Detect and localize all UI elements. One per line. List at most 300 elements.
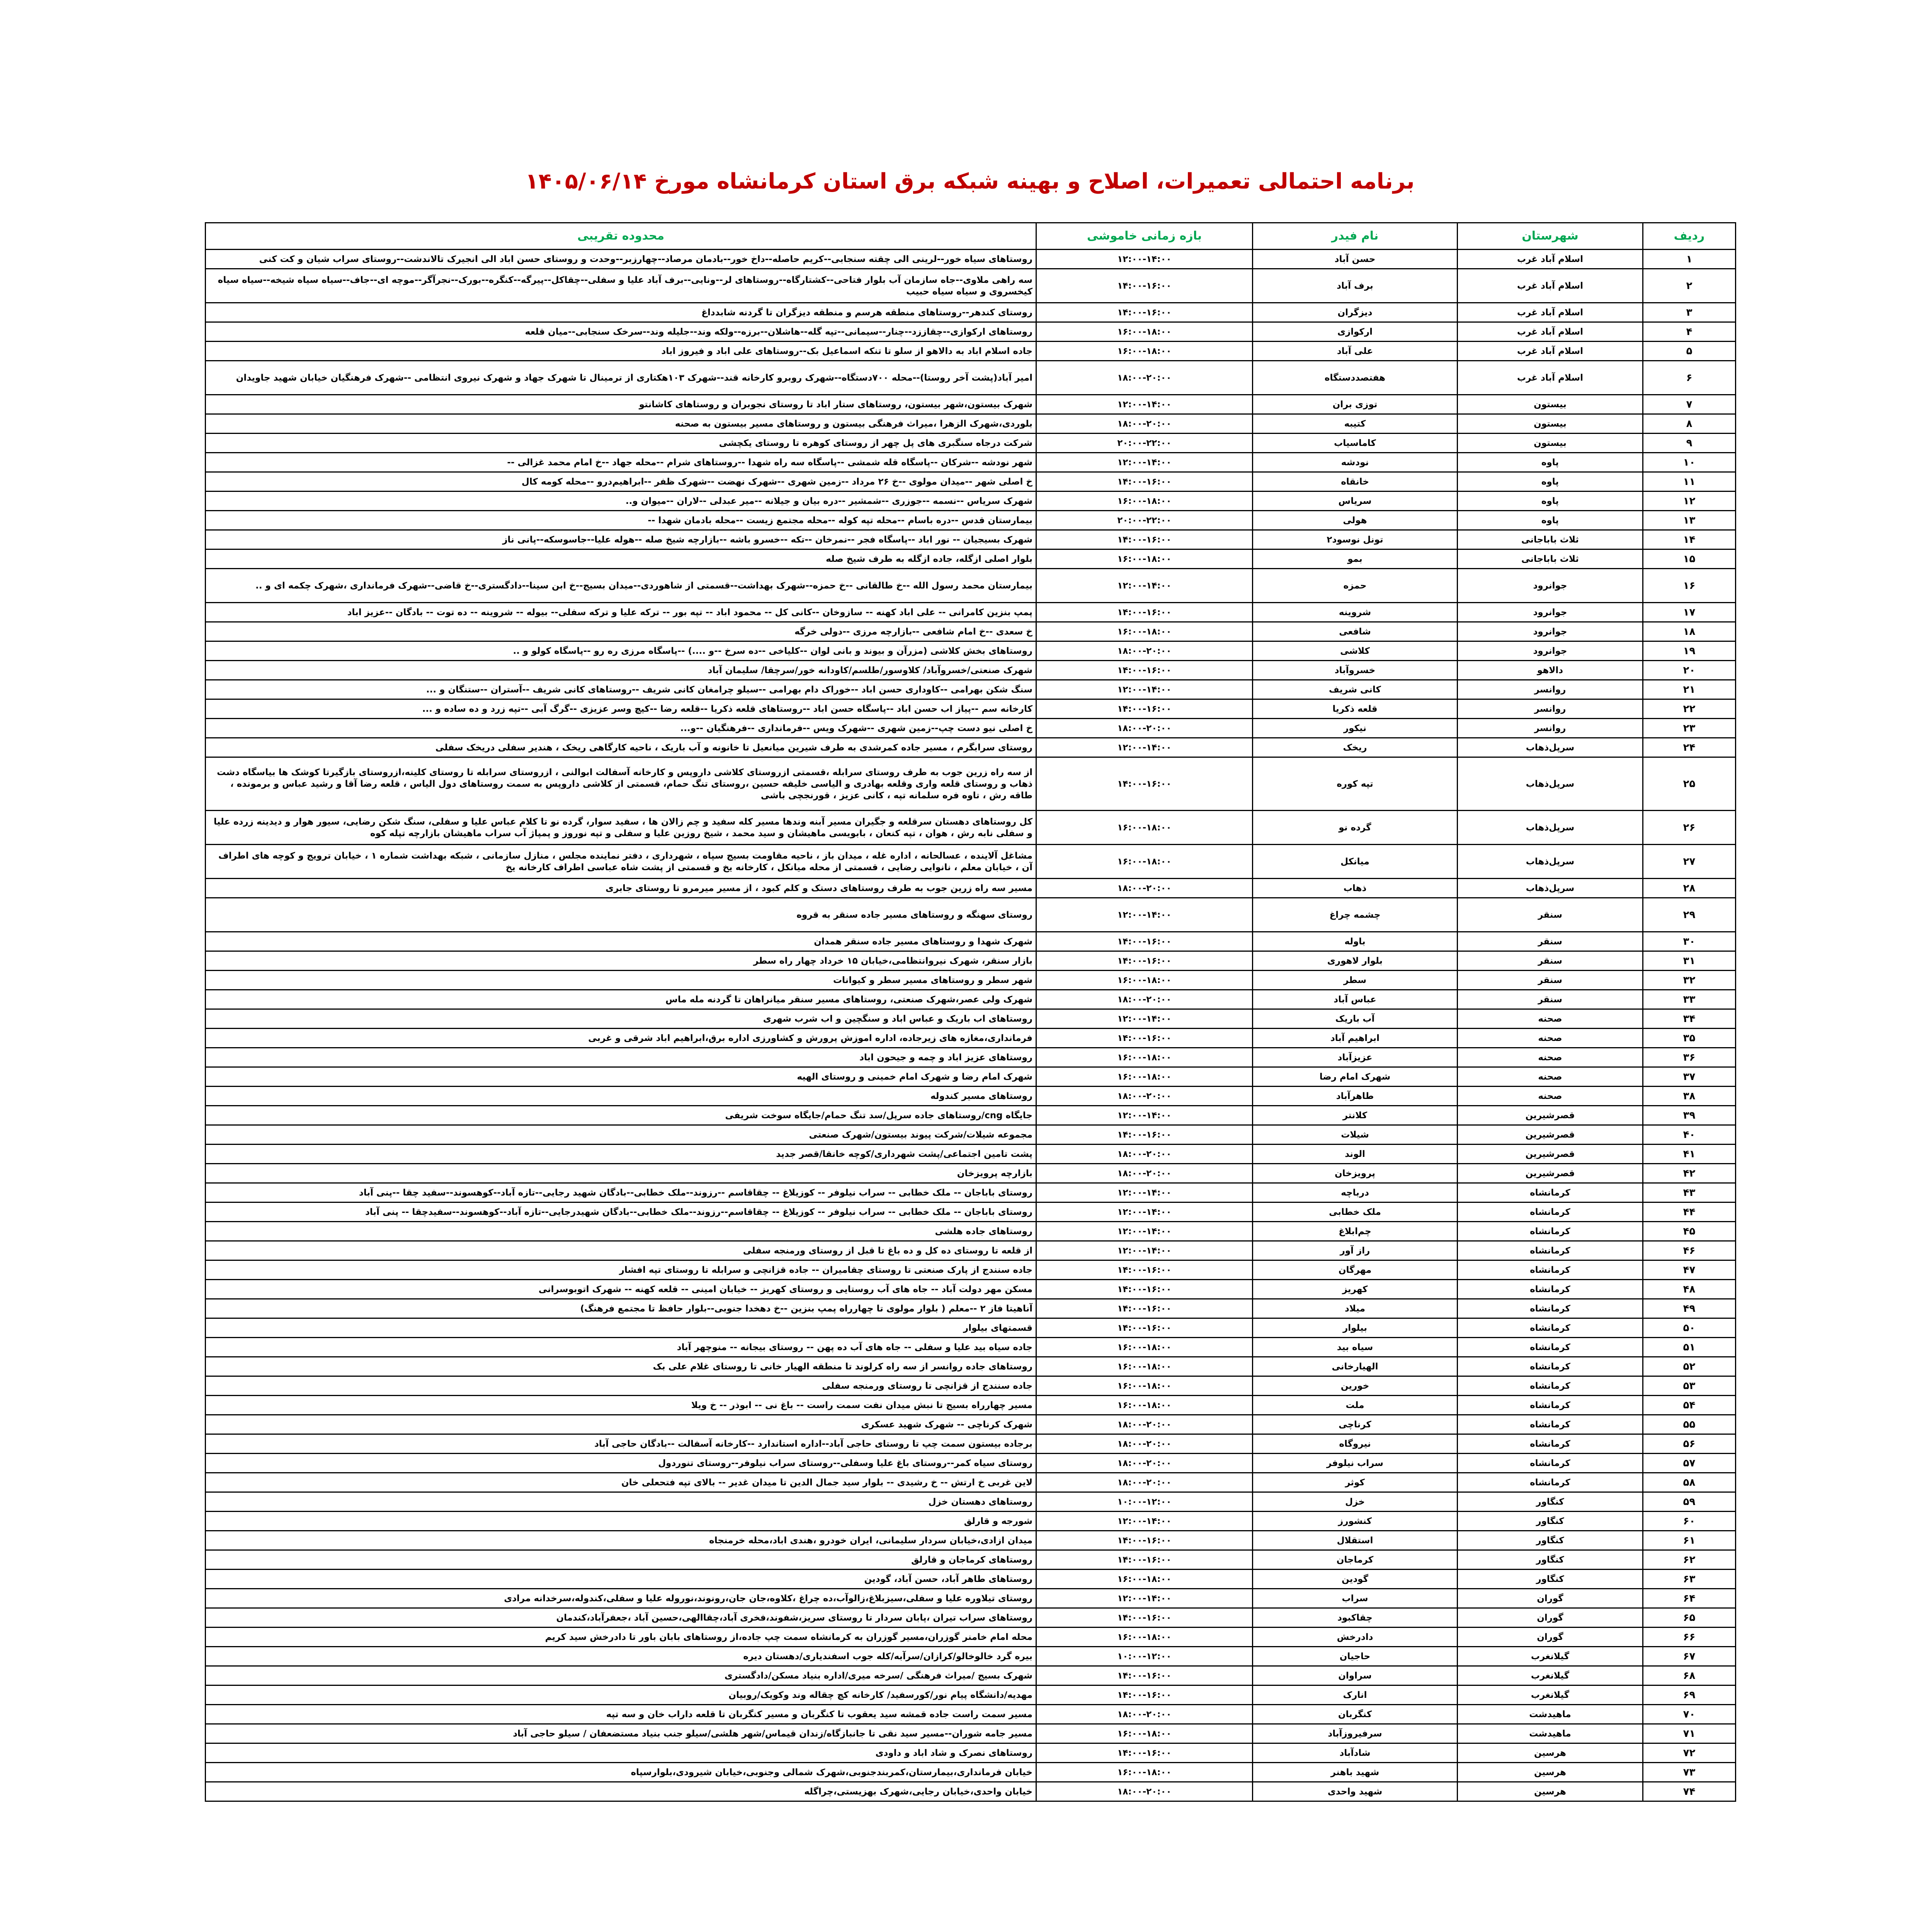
table-row [206,303,1736,322]
cell-row-number: ۳۵ [1643,1029,1736,1048]
cell-outage-time: ۱۴:۰۰-۱۶:۰۰ [1036,1608,1253,1628]
table-row [206,641,1736,661]
cell-feeder-name: کتیبه [1253,414,1458,434]
cell-feeder-name: ابراهیم آباد [1253,1029,1458,1048]
table-row [206,1763,1736,1782]
cell-row-number: ۶۱ [1643,1531,1736,1550]
table-row [206,1628,1736,1647]
cell-county: گوران [1458,1589,1643,1608]
cell-feeder-name: کرماجان [1253,1550,1458,1570]
cell-outage-time: ۱۴:۰۰-۱۶:۰۰ [1036,932,1253,951]
cell-feeder-name: میانکل [1253,845,1458,879]
cell-row-number: ۸ [1643,414,1736,434]
table-row [206,322,1736,342]
cell-outage-time: ۱۶:۰۰-۱۸:۰۰ [1036,342,1253,361]
cell-outage-time: ۱۶:۰۰-۱۸:۰۰ [1036,1628,1253,1647]
cell-feeder-name: هولی [1253,511,1458,530]
cell-county: کرمانشاه [1458,1396,1643,1415]
table-row [206,511,1736,530]
cell-row-number: ۱۲ [1643,492,1736,511]
cell-feeder-name: بلوار لاهوری [1253,951,1458,971]
cell-row-number: ۳۲ [1643,971,1736,990]
cell-feeder-name: ملک خطابی [1253,1202,1458,1222]
cell-approximate-area: مشاغل آلاینده ، عسالحانه ، اداره غله ، میدان باز ، ناحیه مقاومت بسیج سپاه ، شهرداری ، دفتر نماینده مجلس ، منازل سازمانی ، شبکه بهداشت شماره ۱ ، خیابان ترویج و کوچه های اطراف آن ، خیابان معلم ، نانوایی رضایی ، قسمتی از محله میانکل ، کارخانه یخ و قسمتی از پشت شاه عباسی اطراف کارخانه یخ [206,845,1036,879]
document-title: برنامه احتمالی تعمیرات، اصلاح و بهینه شبکه برق استان کرمانشاه مورخ ۱۴۰۵/۰۶/۱۴ [525,169,1415,194]
cell-row-number: ۱۸ [1643,622,1736,641]
cell-approximate-area: روستاهای کرماجان و قارلق [206,1550,1036,1570]
cell-outage-time: ۱۸:۰۰-۲۰:۰۰ [1036,990,1253,1009]
cell-outage-time: ۱۴:۰۰-۱۶:۰۰ [1036,1125,1253,1145]
cell-outage-time: ۱۶:۰۰-۱۸:۰۰ [1036,971,1253,990]
cell-feeder-name: حسن آباد [1253,250,1458,269]
cell-approximate-area: جایگاه cng/روستاهای جاده سرپل/سد تنگ حمام/جایگاه سوخت شریفی [206,1106,1036,1125]
cell-outage-time: ۱۸:۰۰-۲۰:۰۰ [1036,1434,1253,1454]
cell-outage-time: ۱۴:۰۰-۱۶:۰۰ [1036,472,1253,492]
table-row [206,845,1736,879]
cell-approximate-area: کارخانه سم --پیاز اب حسن اباد --پاسگاه حسن اباد --روستاهای قلعه ذکریا --قلعه رضا --کیچ وسر عزیزی --گرگ آبی --تپه زرد و ده ساده و ... [206,699,1036,719]
cell-approximate-area: سه راهی ملاوی--جاه سازمان آب بلوار فتاحی--کشتارگاه--روستاهای لر--ونایی--برف آباد علیا و سفلی--چقاکل--پیرگه--کنگره--بورک--نجرآگر--موچه ای--جاف--سیاه سیاه شیخه--سیاه سیاه کیخسروی و سیاه سیاه حبیب [206,269,1036,303]
cell-feeder-name: برف آباد [1253,269,1458,303]
cell-row-number: ۵۴ [1643,1396,1736,1415]
table-row [206,1125,1736,1145]
cell-county: ماهیدشت [1458,1705,1643,1724]
cell-row-number: ۲۹ [1643,898,1736,932]
cell-outage-time: ۱۴:۰۰-۱۶:۰۰ [1036,1280,1253,1299]
table-row [206,719,1736,738]
table-row [206,699,1736,719]
cell-county: سرپل‌ذهاب [1458,845,1643,879]
cell-feeder-name: شروینه [1253,603,1458,622]
cell-feeder-name: سرفیروزآباد [1253,1724,1458,1743]
table-row [206,1241,1736,1260]
cell-county: صحنه [1458,1048,1643,1067]
cell-row-number: ۳۶ [1643,1048,1736,1067]
cell-outage-time: ۱۲:۰۰-۱۴:۰۰ [1036,1202,1253,1222]
cell-feeder-name: الهیارخانی [1253,1357,1458,1376]
table-row [206,603,1736,622]
cell-feeder-name: نودشه [1253,453,1458,472]
cell-county: ثلاث باباجانی [1458,549,1643,569]
cell-feeder-name: کانی شریف [1253,680,1458,699]
cell-feeder-name: چم‌ابلاغ [1253,1222,1458,1241]
table-row [206,342,1736,361]
cell-outage-time: ۱۸:۰۰-۲۰:۰۰ [1036,1415,1253,1434]
cell-feeder-name: خزل [1253,1492,1458,1512]
table-row [206,1183,1736,1202]
cell-feeder-name: الوند [1253,1145,1458,1164]
cell-feeder-name: عزیزآباد [1253,1048,1458,1067]
cell-approximate-area: جاده سنندج از قزانچی تا روستای ورمنجه سفلی [206,1376,1036,1396]
cell-county: گیلانغرب [1458,1666,1643,1685]
cell-row-number: ۲۵ [1643,757,1736,811]
cell-approximate-area: بلوردی،شهرک الزهرا ،میراث فرهنگی بیستون و روستاهای مسیر بیستون به صحنه [206,414,1036,434]
cell-outage-time: ۱۴:۰۰-۱۶:۰۰ [1036,1743,1253,1763]
cell-outage-time: ۱۲:۰۰-۱۴:۰۰ [1036,1106,1253,1125]
cell-outage-time: ۱۴:۰۰-۱۶:۰۰ [1036,1550,1253,1570]
cell-county: ثلاث باباجانی [1458,530,1643,549]
cell-approximate-area: روستای سهنگه و روستاهای مسیر جاده سنقر به قروه [206,898,1036,932]
cell-county: کرمانشاه [1458,1222,1643,1241]
cell-row-number: ۲۶ [1643,811,1736,845]
cell-row-number: ۵۶ [1643,1434,1736,1454]
table-row [206,434,1736,453]
cell-row-number: ۶۹ [1643,1685,1736,1705]
cell-approximate-area: خیابان واحدی،خیابان رجایی،شهرک بهزیستی،چراگله [206,1782,1036,1801]
cell-approximate-area: شهرک صنعتی/خسروآباد/ کلاوسور/طلسم/کاودانه خور/سرچقا/ سلیمان آباد [206,661,1036,680]
table-row [206,932,1736,951]
table-row [206,738,1736,757]
cell-county: کرمانشاه [1458,1318,1643,1338]
cell-row-number: ۵۹ [1643,1492,1736,1512]
cell-outage-time: ۱۲:۰۰-۱۴:۰۰ [1036,250,1253,269]
header-county: شهرستان [1458,223,1643,250]
cell-county: صحنه [1458,1009,1643,1029]
table-row [206,1782,1736,1801]
cell-feeder-name: کاماسیاب [1253,434,1458,453]
cell-row-number: ۶۴ [1643,1589,1736,1608]
cell-approximate-area: بلوار اصلی ازگله، جاده ازگله به طرف شیخ صله [206,549,1036,569]
cell-feeder-name: حمزه [1253,569,1458,603]
table-row [206,879,1736,898]
cell-county: بیستون [1458,434,1643,453]
cell-feeder-name: پرویزخان [1253,1164,1458,1183]
cell-row-number: ۴۵ [1643,1222,1736,1241]
cell-county: پاوه [1458,472,1643,492]
cell-row-number: ۴۱ [1643,1145,1736,1164]
table-row [206,1492,1736,1512]
table-row [206,1666,1736,1685]
cell-county: کرمانشاه [1458,1357,1643,1376]
table-row [206,395,1736,414]
cell-feeder-name: کلاشی [1253,641,1458,661]
cell-county: بیستون [1458,414,1643,434]
table-row [206,1589,1736,1608]
cell-feeder-name: سریاس [1253,492,1458,511]
cell-feeder-name: راز آور [1253,1241,1458,1260]
cell-approximate-area: روستای باباجان -- ملک خطابی -- سراب نیلوفر -- کوزیلاغ -- چقاقاسم --رزوند--ملک خطابی--بادگان شهید رجایی--تازه آباد--کوهسوند--سفید چقا --پنی آباد [206,1183,1036,1202]
cell-county: کنگاور [1458,1492,1643,1512]
cell-county: گوران [1458,1608,1643,1628]
cell-outage-time: ۱۴:۰۰-۱۶:۰۰ [1036,757,1253,811]
cell-county: کرمانشاه [1458,1454,1643,1473]
cell-row-number: ۱ [1643,250,1736,269]
table-row [206,269,1736,303]
table-row [206,1145,1736,1164]
cell-outage-time: ۱۲:۰۰-۱۴:۰۰ [1036,1512,1253,1531]
cell-county: کنگاور [1458,1531,1643,1550]
cell-approximate-area: شورجه و قارلق [206,1512,1036,1531]
cell-feeder-name: ریخک [1253,738,1458,757]
table-header-row [206,223,1736,250]
cell-feeder-name: کنگربان [1253,1705,1458,1724]
cell-row-number: ۲۳ [1643,719,1736,738]
cell-outage-time: ۲۰:۰۰-۲۲:۰۰ [1036,511,1253,530]
table-row [206,1415,1736,1434]
cell-outage-time: ۱۲:۰۰-۱۴:۰۰ [1036,680,1253,699]
table-row [206,1222,1736,1241]
cell-county: اسلام آباد غرب [1458,303,1643,322]
cell-approximate-area: مسکن مهر دولت آباد -- جاه های آب روستایی و روستای کهریز -- خیابان امینی -- قلعه کهنه -- شهرک اتوبوسرانی [206,1280,1036,1299]
cell-county: قصرشیرین [1458,1106,1643,1125]
cell-outage-time: ۱۴:۰۰-۱۶:۰۰ [1036,269,1253,303]
cell-row-number: ۵۸ [1643,1473,1736,1492]
header-row-number: ردیف [1643,223,1736,250]
cell-outage-time: ۱۴:۰۰-۱۶:۰۰ [1036,1260,1253,1280]
table-row [206,250,1736,269]
cell-county: کرمانشاه [1458,1260,1643,1280]
table-row [206,1029,1736,1048]
cell-feeder-name: شهرک امام رضا [1253,1067,1458,1087]
cell-outage-time: ۱۴:۰۰-۱۶:۰۰ [1036,603,1253,622]
cell-county: پاوه [1458,453,1643,472]
cell-outage-time: ۱۶:۰۰-۱۸:۰۰ [1036,1067,1253,1087]
cell-county: سرپل‌ذهاب [1458,879,1643,898]
table-row [206,951,1736,971]
cell-outage-time: ۱۸:۰۰-۲۰:۰۰ [1036,1087,1253,1106]
cell-feeder-name: ذهاب [1253,879,1458,898]
cell-county: گیلانغرب [1458,1685,1643,1705]
cell-feeder-name: طاهرآباد [1253,1087,1458,1106]
cell-feeder-name: شادآباد [1253,1743,1458,1763]
cell-outage-time: ۱۲:۰۰-۱۴:۰۰ [1036,898,1253,932]
cell-county: اسلام آباد غرب [1458,250,1643,269]
cell-outage-time: ۲۰:۰۰-۲۲:۰۰ [1036,434,1253,453]
cell-row-number: ۷۱ [1643,1724,1736,1743]
cell-row-number: ۲۱ [1643,680,1736,699]
cell-county: سرپل‌ذهاب [1458,757,1643,811]
cell-county: سرپل‌ذهاب [1458,811,1643,845]
cell-feeder-name: بمو [1253,549,1458,569]
cell-approximate-area: خیابان فرمانداری،بیمارستان،کمربندجنوبی،شهرک شمالی وجنوبی،خیابان شیرودی،بلوارسپاه [206,1763,1036,1782]
cell-approximate-area: شهرک کرناچی -- شهرک شهید عسکری [206,1415,1036,1434]
cell-feeder-name: مهرگان [1253,1260,1458,1280]
cell-county: کرمانشاه [1458,1202,1643,1222]
cell-row-number: ۷ [1643,395,1736,414]
cell-approximate-area: فرمانداری،مغازه های زیرجاده، اداره اموزش پرورش و کشاورزی اداره برق،ابراهیم اباد شرقی و غربی [206,1029,1036,1048]
cell-approximate-area: قسمتهای بیلوار [206,1318,1036,1338]
cell-feeder-name: استقلال [1253,1531,1458,1550]
cell-outage-time: ۱۲:۰۰-۱۴:۰۰ [1036,395,1253,414]
cell-row-number: ۶۷ [1643,1647,1736,1666]
cell-approximate-area: شهرک بسیج /میراث فرهنگی /سرخه میری/اداره بنیاد مسکن/دادگستری [206,1666,1036,1685]
cell-outage-time: ۱۸:۰۰-۲۰:۰۰ [1036,719,1253,738]
cell-approximate-area: روستای تیلاوره علیا و سفلی،سیزبلاغ،زالوآب،ده چراغ ،کلاوه،جان جان،رونوند،نوروله علیا و سفلی،کندوله،سرخدانه مرادی [206,1589,1036,1608]
cell-approximate-area: روستاهای طاهر آباد، حسن آباد، گودین [206,1570,1036,1589]
cell-county: کرمانشاه [1458,1299,1643,1318]
cell-county: دالاهو [1458,661,1643,680]
cell-county: جوانرود [1458,569,1643,603]
table-body [206,250,1736,1801]
cell-row-number: ۶ [1643,361,1736,395]
cell-feeder-name: حاجیان [1253,1647,1458,1666]
cell-approximate-area: روستای باباجان -- ملک خطابی -- سراب نیلوفر -- کوزیلاغ -- چقاقاسم--رزوند--ملک خطابی--بادگان شهیدرجایی--تازه آباد--کوهسوند--سفیدچقا -- پنی آباد [206,1202,1036,1222]
cell-feeder-name: عباس آباد [1253,990,1458,1009]
cell-feeder-name: خسروآباد [1253,661,1458,680]
cell-outage-time: ۱۴:۰۰-۱۶:۰۰ [1036,1299,1253,1318]
cell-approximate-area: شهرک بسیجیان -- نور اباد --پاسگاه فجر --نمرخان --تکه --خسرو باشه --بازارچه شیخ صله --هوله علیا--جاسوسکه--پانی ناز [206,530,1036,549]
cell-feeder-name: نیروگاه [1253,1434,1458,1454]
cell-feeder-name: شهید واحدی [1253,1782,1458,1801]
cell-feeder-name: دیزگران [1253,303,1458,322]
cell-approximate-area: کل روستاهای دهستان سرقلعه و جگیران مسیر آبنه وندها مسیر کله سفید و چم زالان ها ، سفید سوار، گرده نو تا کلام عباس علیا و سفلی، سنگ شکن رضایی، سیور هوار و دیدینه زرده علیا و سفلی نابه رش ، هوان ، تپه کنعان ، بابویسی ماهیشان و سید محمد ، شیخ روزین علیا و سفلی و تپه نوروز و پمپاژ آب سراب ماهیشان بازارچه تپله کوه [206,811,1036,845]
cell-feeder-name: شافعی [1253,622,1458,641]
cell-feeder-name: خورین [1253,1376,1458,1396]
table-row [206,1202,1736,1222]
cell-approximate-area: شهر نودشه --شرکان --پاسگاه قله شمشی --پاسگاه سه راه شهدا --روستاهای شرام --محله جهاد --خ امام محمد غزالی -- [206,453,1036,472]
cell-approximate-area: بیمارستان قدس --دره باسام --محله تپه کوله --محله مجتمع زیست --محله بادمان شهدا -- [206,511,1036,530]
cell-outage-time: ۱۶:۰۰-۱۸:۰۰ [1036,1376,1253,1396]
cell-feeder-name: دادرخش [1253,1628,1458,1647]
table-row [206,1357,1736,1376]
cell-county: کرمانشاه [1458,1183,1643,1202]
cell-feeder-name: ملت [1253,1396,1458,1415]
cell-feeder-name: میلاد [1253,1299,1458,1318]
cell-county: پاوه [1458,492,1643,511]
cell-feeder-name: شهید باهنر [1253,1763,1458,1782]
cell-row-number: ۱۹ [1643,641,1736,661]
cell-outage-time: ۱۶:۰۰-۱۸:۰۰ [1036,1724,1253,1743]
cell-approximate-area: روستای سیاه کمر--روستای باغ علیا وسفلی--روستای سراب نیلوفر--روستای تنوردول [206,1454,1036,1473]
cell-row-number: ۵۲ [1643,1357,1736,1376]
table-row [206,1705,1736,1724]
cell-outage-time: ۱۸:۰۰-۲۰:۰۰ [1036,1782,1253,1801]
cell-county: کنگاور [1458,1570,1643,1589]
cell-feeder-name: کلانتر [1253,1106,1458,1125]
cell-row-number: ۳۱ [1643,951,1736,971]
cell-county: جوانرود [1458,641,1643,661]
cell-county: کنگاور [1458,1512,1643,1531]
cell-outage-time: ۱۶:۰۰-۱۸:۰۰ [1036,811,1253,845]
cell-approximate-area: بیمارستان محمد رسول الله --خ طالقانی --خ حمزه--شهرک بهداشت--قسمتی از شاهوردی--میدان بسیج--خ ابن سینا--دادگستری--خ قاضی--شهرک فرمانداری ،شهرک چکمه ای و .. [206,569,1036,603]
table-row [206,661,1736,680]
table-row [206,1299,1736,1318]
cell-approximate-area: امیر آباد(پشت آخر روستا)--محله ۷۰۰دستگاه--شهرک روبرو کارخانه قند--شهرک ۱۰۳هکتاری از ترمینال تا شهرک جهاد و شهرک نیروی انتظامی --شهرک فرهنگیان خیابان شهید جاویدان [206,361,1036,395]
cell-feeder-name: سطر [1253,971,1458,990]
header-feeder-name: نام فیدر [1253,223,1458,250]
cell-approximate-area: روستاهای جاده هلشی [206,1222,1036,1241]
cell-approximate-area: آناهیتا فاز ۲ --معلم ( بلوار مولوی تا چهارراه پمپ بنزین --خ دهخدا جنوبی--بلوار حافظ تا مجتمع فرهنگ) [206,1299,1036,1318]
cell-row-number: ۵ [1643,342,1736,361]
cell-approximate-area: شهرک امام رضا و شهرک امام خمینی و روستای الهیه [206,1067,1036,1087]
table-row [206,1473,1736,1492]
table-row [206,530,1736,549]
cell-row-number: ۳۸ [1643,1087,1736,1106]
cell-outage-time: ۱۸:۰۰-۲۰:۰۰ [1036,1473,1253,1492]
cell-feeder-name: درباچه [1253,1183,1458,1202]
cell-approximate-area: خ اصلی شهر --میدان مولوی --خ ۲۶ مرداد --زمین شهری --شهرک نهضت --شهرک ظفر --ابراهیم‌درو --محله کومه کال [206,472,1036,492]
cell-county: کنگاور [1458,1550,1643,1570]
cell-row-number: ۷۳ [1643,1763,1736,1782]
cell-approximate-area: سنگ شکن بهرامی --کاوداری حسن اباد --خوراک دام بهرامی --سیلو چرامغان کانی شریف --روستاهای کانی شریف --آستران --ستنگان و ... [206,680,1036,699]
cell-approximate-area: جاده اسلام اباد به دالاهو از سلو تا تنکه اسماعیل بک--روستاهای علی اباد و فیروز اباد [206,342,1036,361]
cell-county: کرمانشاه [1458,1241,1643,1260]
table-row [206,1087,1736,1106]
cell-county: صحنه [1458,1067,1643,1087]
cell-row-number: ۱۰ [1643,453,1736,472]
cell-outage-time: ۱۸:۰۰-۲۰:۰۰ [1036,414,1253,434]
cell-outage-time: ۱۰:۰۰-۱۲:۰۰ [1036,1492,1253,1512]
cell-row-number: ۷۴ [1643,1782,1736,1801]
cell-outage-time: ۱۶:۰۰-۱۸:۰۰ [1036,1763,1253,1782]
cell-approximate-area: مهدیه/دانشگاه پیام نور/کورسفید/ کارخانه کچ چقاله وند وکویک/روبیان [206,1685,1036,1705]
cell-feeder-name: هفتصددستگاه [1253,361,1458,395]
cell-approximate-area: بیره گرد خالوخالو/کرازان/سرآبه/کله جوب اسفندیاری/دهستان دیره [206,1647,1036,1666]
table-row [206,1454,1736,1473]
cell-row-number: ۴۷ [1643,1260,1736,1280]
cell-feeder-name: کرناچی [1253,1415,1458,1434]
cell-outage-time: ۱۴:۰۰-۱۶:۰۰ [1036,1666,1253,1685]
cell-row-number: ۲۸ [1643,879,1736,898]
cell-approximate-area: از سه راه زرین جوب به طرف روستای سرابله ،قسمتی ازروستای کلاشی داروپس و کارخانه آسفالت ابوالنی ، ازروستای سرابله تا روستای کلینه،ازروستای بازگیرتا کوشک ها بیاسگاه دشت ذهاب و روستای قلعه واری وقلعه بهادری و الیاسی خلیفه حسین ،روستای تنگ حمام، قسمتی از کلاشی داروپس به سمت روستاهای دول الیاس ، قلعه رضا آقا و رشید عباس و برمونده ، طاقه رش ، تاوه فره سلمانه تپه ، کانی عزیز ، قورنجچی باشی [206,757,1036,811]
cell-feeder-name: علی آباد [1253,342,1458,361]
cell-approximate-area: بازار سنقر، شهرک نیروانتظامی،خیابان ۱۵ خرداد چهار راه سطر [206,951,1036,971]
table-row [206,811,1736,845]
table-row [206,1531,1736,1550]
cell-outage-time: ۱۸:۰۰-۲۰:۰۰ [1036,1705,1253,1724]
cell-row-number: ۶۰ [1643,1512,1736,1531]
cell-outage-time: ۱۸:۰۰-۲۰:۰۰ [1036,1454,1253,1473]
cell-county: گیلانغرب [1458,1647,1643,1666]
cell-outage-time: ۱۴:۰۰-۱۶:۰۰ [1036,661,1253,680]
cell-row-number: ۶۳ [1643,1570,1736,1589]
outage-schedule-table-wrapper [205,222,1735,1802]
cell-outage-time: ۱۶:۰۰-۱۸:۰۰ [1036,1338,1253,1357]
cell-feeder-name: چقاکبود [1253,1608,1458,1628]
cell-outage-time: ۱۸:۰۰-۲۰:۰۰ [1036,879,1253,898]
cell-county: هرسین [1458,1782,1643,1801]
cell-approximate-area: روستاهای مسیر کندوله [206,1087,1036,1106]
cell-approximate-area: روستاهای سراب تیران ،پابان سردار تا روستای سریز،شفوند،فخری آباد،چقاالهی،حسین آباد ،جعفرآباد،کندمان [206,1608,1036,1628]
cell-row-number: ۴۲ [1643,1164,1736,1183]
table-row [206,1685,1736,1705]
cell-approximate-area: شهرک سریاس --نسمه --جوزری --شمشیر --دره بیان و جیلانه --میر عبدلی --لاران --میوان و.. [206,492,1036,511]
cell-approximate-area: برجاده بیستون سمت چپ تا روستای حاجی آباد--اداره استاندارد --کارخانه آسفالت --بادگان حاجی آباد [206,1434,1036,1454]
cell-approximate-area: محله امام خامنر گوزران،مسیر گوزران به کرمانشاه سمت چپ جاده،از روستاهای بابان باور تا دادرخش سید کریم [206,1628,1036,1647]
table-row [206,1608,1736,1628]
cell-outage-time: ۱۶:۰۰-۱۸:۰۰ [1036,845,1253,879]
cell-feeder-name: تونل نوسود۲ [1253,530,1458,549]
cell-row-number: ۲۴ [1643,738,1736,757]
cell-outage-time: ۱۲:۰۰-۱۴:۰۰ [1036,1183,1253,1202]
cell-row-number: ۱۳ [1643,511,1736,530]
cell-row-number: ۲۰ [1643,661,1736,680]
cell-row-number: ۷۰ [1643,1705,1736,1724]
table-row [206,1067,1736,1087]
table-row [206,1260,1736,1280]
cell-county: صحنه [1458,1087,1643,1106]
cell-county: کرمانشاه [1458,1280,1643,1299]
cell-approximate-area: مسیر سمت راست جاده قمشه سید یعقوب تا کنگربان و مسیر کنگربان تا قلعه داراب خان و سه تپه [206,1705,1036,1724]
cell-county: صحنه [1458,1029,1643,1048]
cell-approximate-area: پشت تامین اجتماعی/پشت شهرداری/کوچه خانقا/قصر جدید [206,1145,1036,1164]
cell-outage-time: ۱۲:۰۰-۱۴:۰۰ [1036,1589,1253,1608]
cell-approximate-area: روستاهای دهستان خزل [206,1492,1036,1512]
cell-approximate-area: جاده سنندج از پارک صنعتی تا روستای چقامیران -- جاده قزانچی و سرابله تا روستای تپه افشار [206,1260,1036,1280]
cell-approximate-area: مسیر چهارراه بسیج تا نبش میدان نفت سمت راست -- باغ نی -- ابوذر -- خ ویلا [206,1396,1036,1415]
cell-feeder-name: چشمه چراغ [1253,898,1458,932]
cell-row-number: ۵۱ [1643,1338,1736,1357]
cell-row-number: ۶۲ [1643,1550,1736,1570]
cell-row-number: ۷۲ [1643,1743,1736,1763]
outage-schedule-table [205,222,1736,1802]
cell-feeder-name: ارکوازی [1253,322,1458,342]
cell-county: اسلام آباد غرب [1458,322,1643,342]
table-row [206,1048,1736,1067]
table-row [206,1396,1736,1415]
cell-row-number: ۵۵ [1643,1415,1736,1434]
cell-county: هرسین [1458,1763,1643,1782]
cell-outage-time: ۱۶:۰۰-۱۸:۰۰ [1036,322,1253,342]
